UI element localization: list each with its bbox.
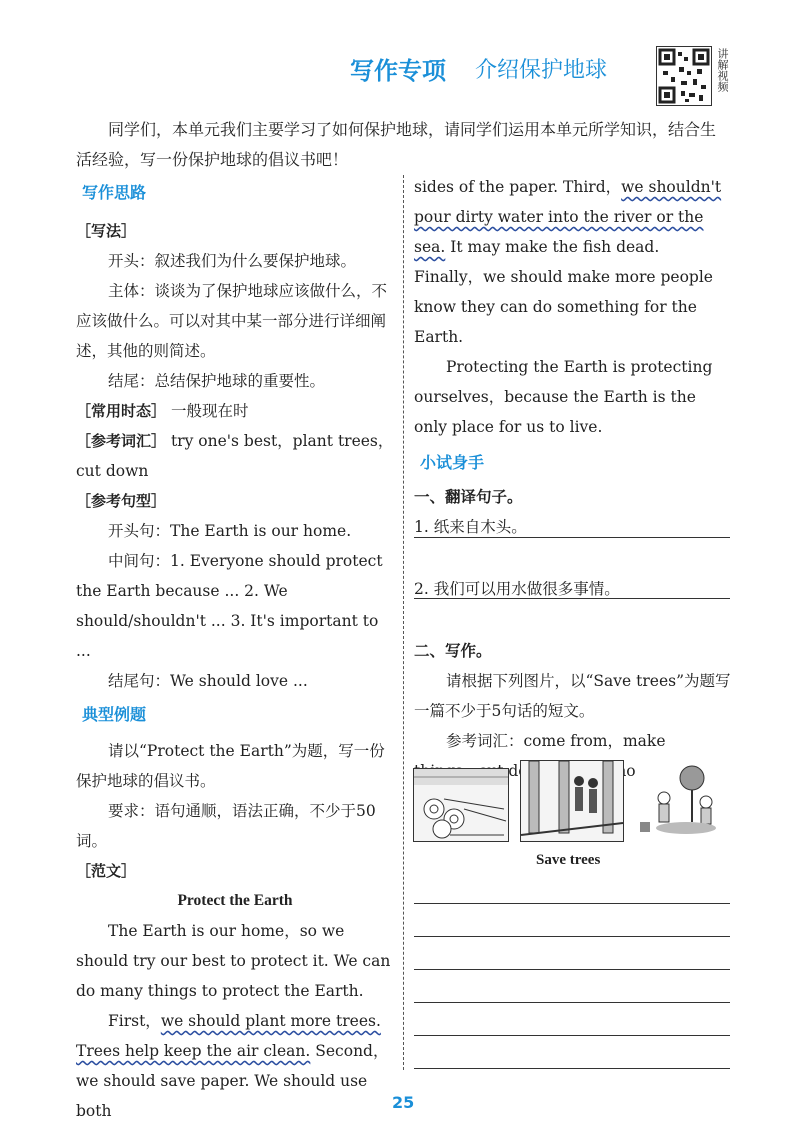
vocab-label: ［参考词汇］ (76, 432, 167, 450)
cutting-trees-illustration-icon (521, 761, 623, 841)
column-divider (403, 175, 404, 1070)
sample-label: ［范文］ (76, 862, 137, 880)
writing-line-2[interactable] (414, 936, 730, 937)
essay-underline-1: we should plant more trees. (160, 1012, 381, 1030)
essay-p2-start: First， (108, 1012, 161, 1030)
writing-task: 请根据下列图片，以“Save trees”为题写一篇不少于5句话的短文。 (414, 672, 731, 720)
vocab-value: try one's best，plant trees，cut down (76, 432, 394, 480)
pattern-ending: 结尾句：We should love ... (108, 672, 308, 690)
method-label: ［写法］ (76, 222, 137, 240)
right-column (414, 172, 732, 786)
method-body: 主体：谈谈为了保护地球应该做什么，不应该做什么。可以对其中某一部分进行详细阐述，其他的则简述。 (76, 282, 388, 360)
method-opening: 开头：叙述我们为什么要保护地球。 (108, 252, 357, 270)
part2-title: 二、写作。 (414, 642, 492, 660)
planting-trees-picture (636, 764, 728, 840)
picture-caption: Save trees (536, 852, 601, 868)
pattern-opening: 开头句：The Earth is our home. (108, 522, 352, 540)
logs-illustration-icon (414, 769, 508, 841)
page-title: 写作专项 (350, 57, 446, 85)
example-requirement: 要求：语句通顺，语法正确，不少于50词。 (76, 802, 376, 850)
essay-cont-end: It may make the fish dead. Finally，we should make more people know they can do something for the Earth. (414, 238, 713, 346)
answer-line-1[interactable] (414, 537, 730, 538)
left-column (76, 178, 394, 1126)
question-1: 1. 纸来自木头。 (414, 518, 527, 536)
intro-text: 同学们，本单元我们主要学习了如何保护地球，请同学们运用本单元所学知识，结合生活经验，写一份保护地球的倡议书吧！ (76, 120, 717, 169)
tense-label: ［常用时态］ (76, 402, 167, 420)
section-example: 典型例题 (82, 705, 147, 724)
cutting-trees-picture (520, 760, 624, 842)
page-subtitle: 介绍保护地球 (475, 58, 608, 83)
method-ending: 结尾：总结保护地球的重要性。 (108, 372, 326, 390)
question-2: 2. 我们可以用水做很多事情。 (414, 580, 620, 598)
writing-line-1[interactable] (414, 903, 730, 904)
page-number: 25 (392, 1093, 415, 1112)
qr-code-icon (657, 47, 711, 105)
essay-underline-4: pour dirty water into the river or the sea. (414, 208, 704, 256)
example-task: 请以“Protect the Earth”为题，写一份保护地球的倡议书。 (76, 742, 385, 790)
essay-underline-2: Trees help keep the air clean. (76, 1042, 311, 1060)
essay-cont-start: sides of the paper. Third， (414, 178, 622, 196)
essay-paragraph-1: The Earth is our home，so we should try our best to protect it. We can do many things to protect the Earth. (76, 922, 391, 1000)
tense-value: 一般现在时 (170, 402, 249, 420)
writing-line-3[interactable] (414, 969, 730, 970)
qr-label: 讲解视频 (716, 48, 729, 92)
essay-paragraph-2 (76, 1006, 394, 1126)
qr-code[interactable] (656, 46, 712, 106)
essay-continuation (414, 172, 732, 352)
part1-title: 一、翻译句子。 (414, 488, 523, 506)
essay-closing: Protecting the Earth is protecting ourselves，because the Earth is the only place for us to live. (414, 358, 713, 436)
section-writing-ideas: 写作思路 (82, 183, 147, 202)
essay-p2-end: Second，we should save paper. We should use both (76, 1042, 389, 1120)
writing-line-4[interactable] (414, 1002, 730, 1003)
pattern-label: ［参考句型］ (76, 492, 167, 510)
writing-vocab: 参考词汇：come from，make more (446, 732, 666, 780)
planting-trees-illustration-icon (636, 764, 728, 840)
essay-underline-3: we shouldn't (621, 178, 722, 196)
writing-line-6[interactable] (414, 1068, 730, 1069)
pattern-middle: 中间句：1. Everyone should protect the Earth because ... 2. We should/shouldn't ... 3. It's important to ... (76, 552, 383, 660)
answer-line-2[interactable] (414, 598, 730, 599)
logs-picture (413, 768, 509, 842)
writing-line-5[interactable] (414, 1035, 730, 1036)
section-practice: 小试身手 (420, 453, 485, 472)
essay-title: Protect the Earth (177, 892, 293, 909)
